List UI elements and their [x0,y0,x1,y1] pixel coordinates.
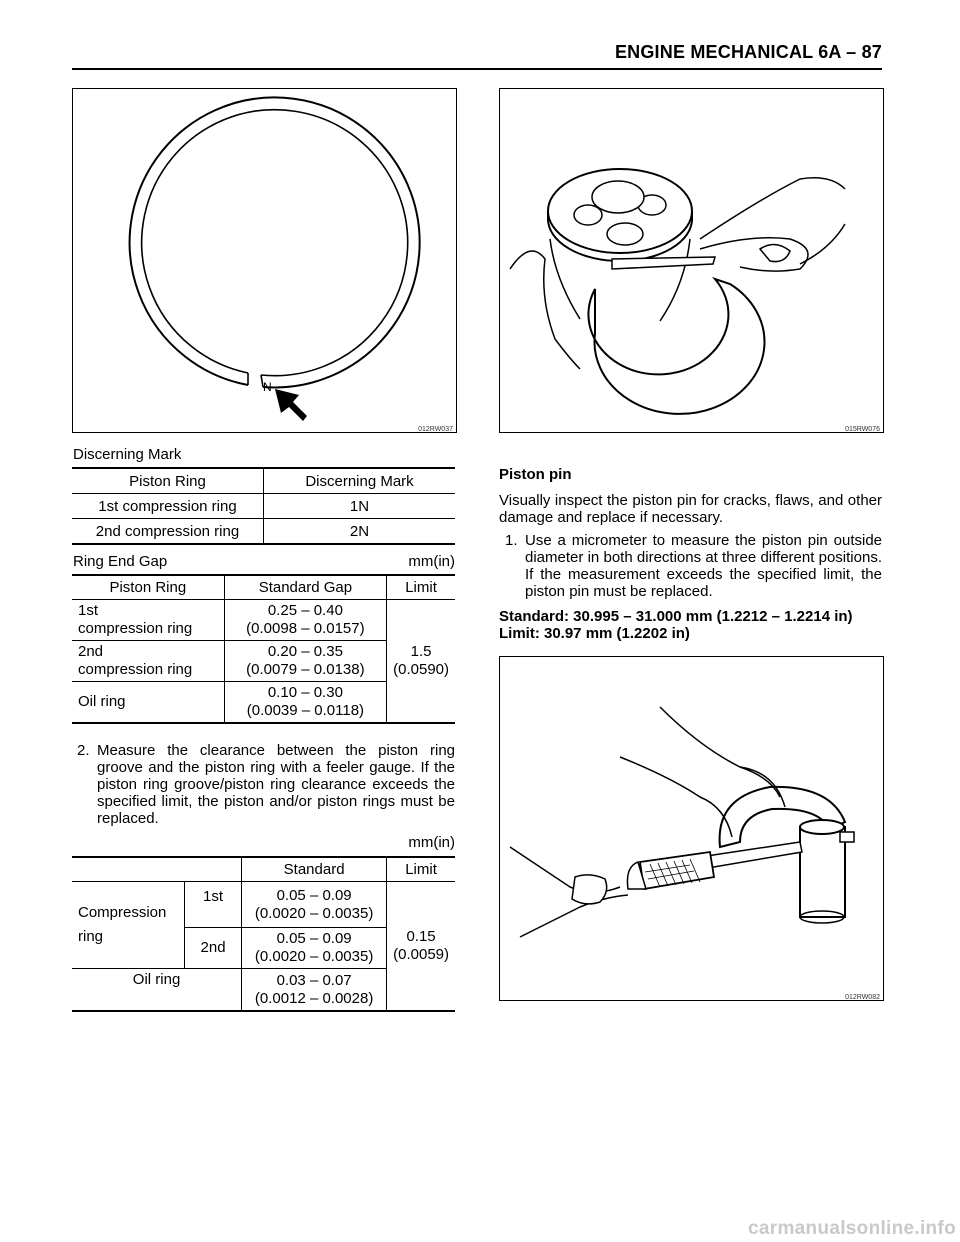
table-header-cell: Standard [242,857,387,882]
piston-ring-illustration [73,89,456,432]
ring-type-line: ring [78,928,104,945]
ring-name-line: compression ring [78,620,193,637]
piston-pin-title: Piston pin [499,466,572,483]
ring-name-line: compression ring [78,661,193,678]
standard-value-in: (0.0020 – 0.0035) [254,904,374,922]
table-header-cell [72,857,242,882]
standard-value-in: (0.0079 – 0.0138) [246,661,365,678]
table-header-row [72,468,455,494]
table-cell: Oil ring [132,971,181,988]
ring-name-line: 2nd [78,643,104,660]
ring-end-gap-table [72,574,455,724]
limit-value: 1.5 [410,643,432,660]
page-title: ENGINE MECHANICAL 6A – 87 [614,42,882,62]
table-cell [242,969,387,1012]
page-header [72,42,882,70]
table-cell-limit [387,600,455,724]
figure-code: 012RW037 [418,426,453,433]
pointer-arrow-icon [275,389,307,421]
table-cell [72,641,224,682]
figure-micrometer [499,656,884,1001]
step-number: 2. [77,742,90,759]
table-cell [72,682,224,724]
step-2 [77,742,455,827]
table-header-cell: Limit [387,857,455,882]
table-cell [224,600,386,641]
piston-pin-step-1 [505,532,882,600]
step-text: Use a micrometer to measure the piston pin outside diameter in both directions at three different positions. If the measurement exceeds the specified limit, the piston pin must be replaced. [525,532,882,600]
figure-code: 012RW082 [845,994,880,1001]
figure-code: 015RW076 [845,426,880,433]
discerning-mark-title: Discerning Mark [73,446,182,463]
standard-value: 0.20 – 0.35 [267,643,343,660]
standard-value-in: (0.0098 – 0.0157) [246,620,365,637]
figure-feeler-gauge [499,88,884,433]
table-cell [224,641,386,682]
table-cell: 2N [264,519,456,545]
standard-value: 0.05 – 0.09 [276,886,352,904]
table-cell: 2nd [185,928,242,969]
table-cell: 2nd compression ring [95,522,240,540]
standard-value-in: (0.0020 – 0.0035) [254,948,374,965]
table-cell [224,682,386,724]
watermark: carmanualsonline.info [748,1218,956,1239]
ring-end-gap-unit: mm(in) [408,553,455,570]
ring-end-gap-title: Ring End Gap [73,553,168,570]
table-cell: 1st compression ring [72,494,264,519]
piston-pin-intro: Visually inspect the piston pin for cracks, flaws, and other damage and replace if necessary. [499,492,882,526]
standard-value: 0.03 – 0.07 [276,971,352,989]
piston-pin-standard: Standard: 30.995 – 31.000 mm (1.2212 – 1.2214 in) [499,608,853,625]
table-cell: 1st [185,882,242,928]
step-number: 1. [505,532,518,549]
table-cell: 1N [264,494,456,519]
ring-name-line: 1st [78,602,99,619]
table-cell [242,928,387,969]
limit-value-in: (0.0059) [393,946,449,963]
table-cell [72,882,185,969]
table-header-cell: Piston Ring [72,468,264,494]
limit-value-in: (0.0590) [393,661,449,678]
standard-value-in: (0.0039 – 0.0118) [246,702,365,719]
piston-pin-limit: Limit: 30.97 mm (1.2202 in) [499,625,690,642]
table-header-cell: Limit [387,575,455,600]
clearance-unit: mm(in) [408,834,455,851]
ring-groove-clearance-table [72,856,455,1012]
ring-name-line: Oil ring [78,693,126,710]
table-row [72,600,455,641]
table-row [72,882,455,928]
ring-type-line: Compression [78,904,167,921]
table-cell [242,882,387,928]
discerning-mark-letter: N [263,380,272,394]
table-header-row [72,857,455,882]
table-row [72,519,455,545]
micrometer-illustration [500,657,883,1000]
standard-value: 0.05 – 0.09 [276,930,352,947]
standard-value-in: (0.0012 – 0.0028) [254,989,374,1007]
table-header-cell: Piston Ring [72,575,224,600]
table-header-cell: Discerning Mark [264,468,456,494]
discerning-mark-table [72,467,455,545]
figure-piston-ring-mark [72,88,457,433]
standard-value: 0.25 – 0.40 [267,602,343,619]
table-cell [72,600,224,641]
feeler-gauge-illustration [500,89,883,432]
limit-value: 0.15 [406,928,436,945]
table-row [72,494,455,519]
step-text: Measure the clearance between the piston ring groove and the piston ring with a feeler gauge. If the piston ring groove/piston ring clearance exceeds the specified limit, the piston and/or piston rings must be replaced. [97,742,455,827]
standard-value: 0.10 – 0.30 [267,684,343,701]
table-header-cell: Standard Gap [224,575,386,600]
table-header-row [72,575,455,600]
table-cell-limit [387,882,455,1012]
